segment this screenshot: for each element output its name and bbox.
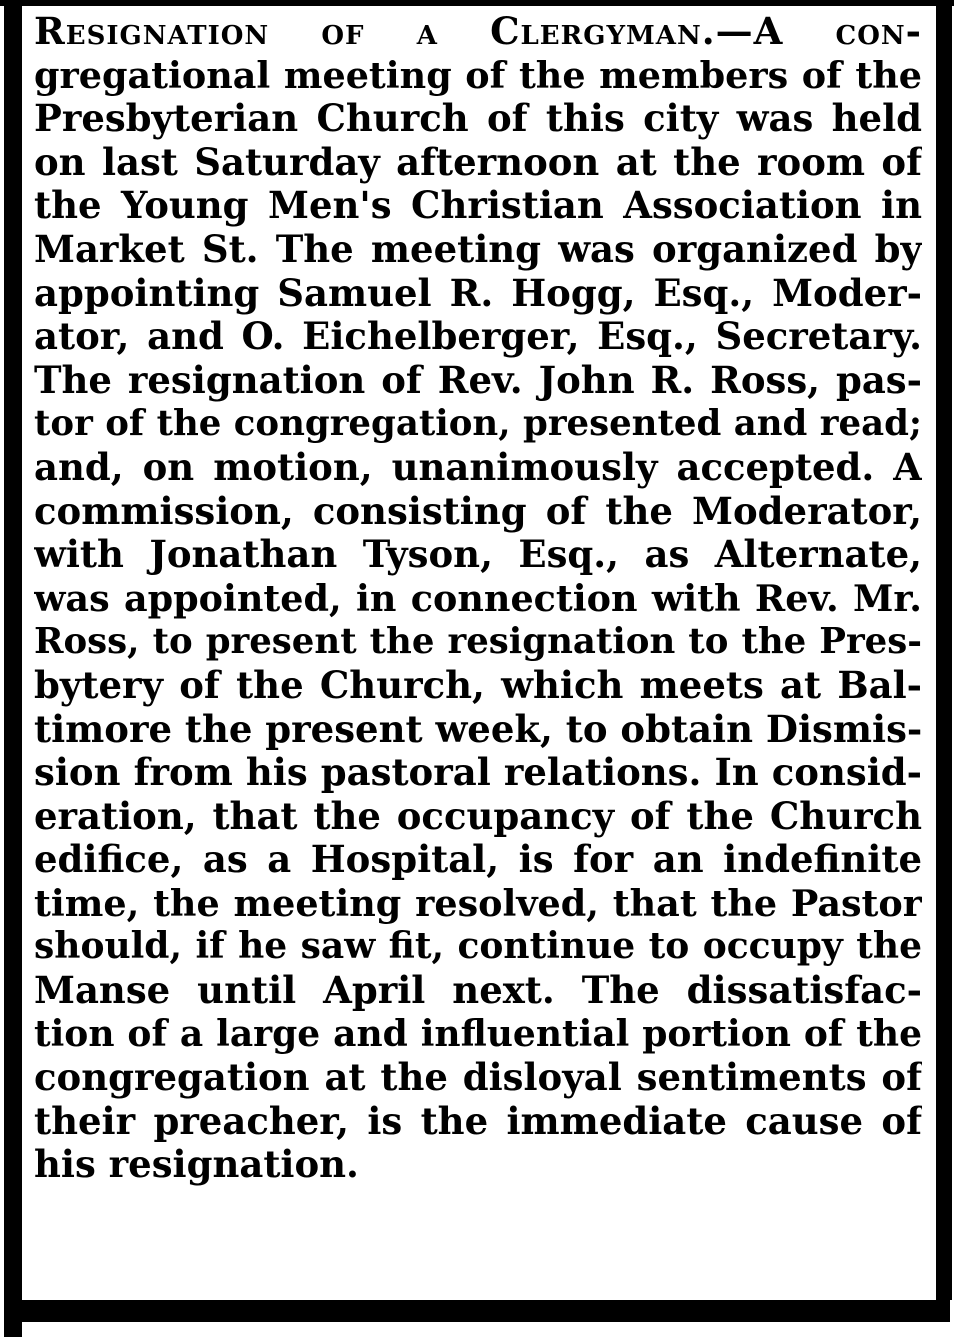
article-line: should, if he saw fit, continue to occupy the bbox=[34, 925, 922, 968]
article-line: was appointed, in connection with Rev. Mr. bbox=[34, 576, 922, 620]
article-line: his resignation. bbox=[34, 1143, 359, 1187]
article-line: the Young Men's Christian Association in bbox=[34, 184, 922, 228]
bottom-border-rule bbox=[4, 1300, 950, 1322]
article-line: commission, consisting of the Moderator, bbox=[34, 489, 922, 533]
left-border-rule bbox=[4, 0, 22, 1337]
article-line: Ross, to present the resignation to the Pres- bbox=[34, 621, 922, 663]
article-line: eration, that the occupancy of the Church bbox=[34, 794, 922, 838]
article-line: on last Saturday afternoon at the room of bbox=[34, 140, 922, 184]
right-border-rule bbox=[936, 0, 952, 1300]
article-line: Presbyterian Church of this city was held bbox=[34, 97, 922, 141]
article-line: Manse until April next. The dissatisfac- bbox=[34, 969, 922, 1013]
article-line: their preacher, is the immediate cause of bbox=[34, 1099, 922, 1143]
article-line: Resignation of a Clergyman.—A con- bbox=[34, 10, 922, 53]
article-line: The resignation of Rev. John R. Ross, pas- bbox=[34, 358, 922, 402]
article-line: and, on motion, unanimously accepted. A bbox=[34, 445, 922, 489]
article-line: appointing Samuel R. Hogg, Esq., Moder- bbox=[34, 271, 922, 315]
article-line: Market St. The meeting was organized by bbox=[34, 227, 922, 271]
article-body bbox=[34, 10, 922, 1187]
article-line: ator, and O. Eichelberger, Esq., Secretary. bbox=[34, 315, 922, 359]
article-line: tion of a large and influential portion of the bbox=[34, 1012, 922, 1055]
article-line: with Jonathan Tyson, Esq., as Alternate, bbox=[34, 533, 922, 577]
article-line: bytery of the Church, which meets at Bal- bbox=[34, 663, 922, 707]
article-line: edifice, as a Hospital, is for an indefinite bbox=[34, 838, 922, 882]
article-line: congregation at the disloyal sentiments of bbox=[34, 1056, 922, 1100]
article-line: tor of the congregation, presented and read; bbox=[34, 403, 922, 445]
article-line: timore the present week, to obtain Dismis- bbox=[34, 707, 922, 751]
article-line: sion from his pastoral relations. In consid- bbox=[34, 751, 922, 795]
article-line: gregational meeting of the members of the bbox=[34, 53, 922, 97]
top-border-rule bbox=[0, 0, 954, 6]
article-line: time, the meeting resolved, that the Pastor bbox=[34, 881, 922, 925]
